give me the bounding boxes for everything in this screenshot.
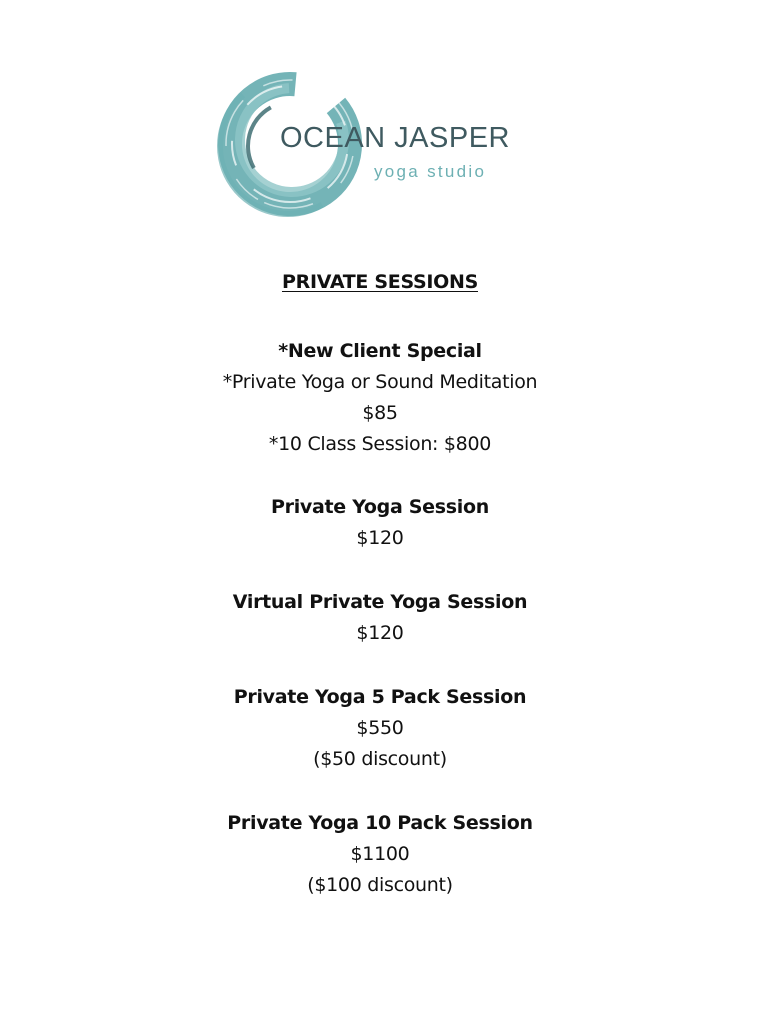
price-text: $120	[356, 527, 404, 549]
pricing-section-5-pack	[0, 682, 760, 775]
price-text: $550	[356, 717, 404, 739]
logo-name: OCEAN JASPER	[280, 122, 510, 154]
pricing-section-private-yoga	[0, 492, 760, 554]
pricing-section-virtual-private	[0, 587, 760, 649]
section-title: Private Yoga 10 Pack Session	[227, 812, 533, 834]
pricing-section-new-client	[0, 336, 760, 460]
discount-text: ($50 discount)	[313, 748, 447, 770]
price-text: $1100	[350, 843, 410, 865]
section-line: *Private Yoga or Sound Meditation	[222, 371, 538, 393]
price-text: $85	[362, 402, 398, 424]
section-title: Private Yoga Session	[271, 496, 489, 518]
section-title: *New Client Special	[278, 340, 482, 362]
section-title: Virtual Private Yoga Session	[232, 591, 528, 613]
studio-logo	[212, 62, 522, 232]
price-text: $120	[356, 622, 404, 644]
section-line: *10 Class Session: $800	[268, 433, 492, 455]
section-title: Private Yoga 5 Pack Session	[233, 686, 527, 708]
discount-text: ($100 discount)	[307, 874, 453, 896]
pricing-section-10-pack	[0, 808, 760, 901]
logo-tagline: yoga studio	[374, 162, 487, 181]
pricing-list	[0, 268, 760, 901]
page-title: PRIVATE SESSIONS	[281, 271, 478, 293]
